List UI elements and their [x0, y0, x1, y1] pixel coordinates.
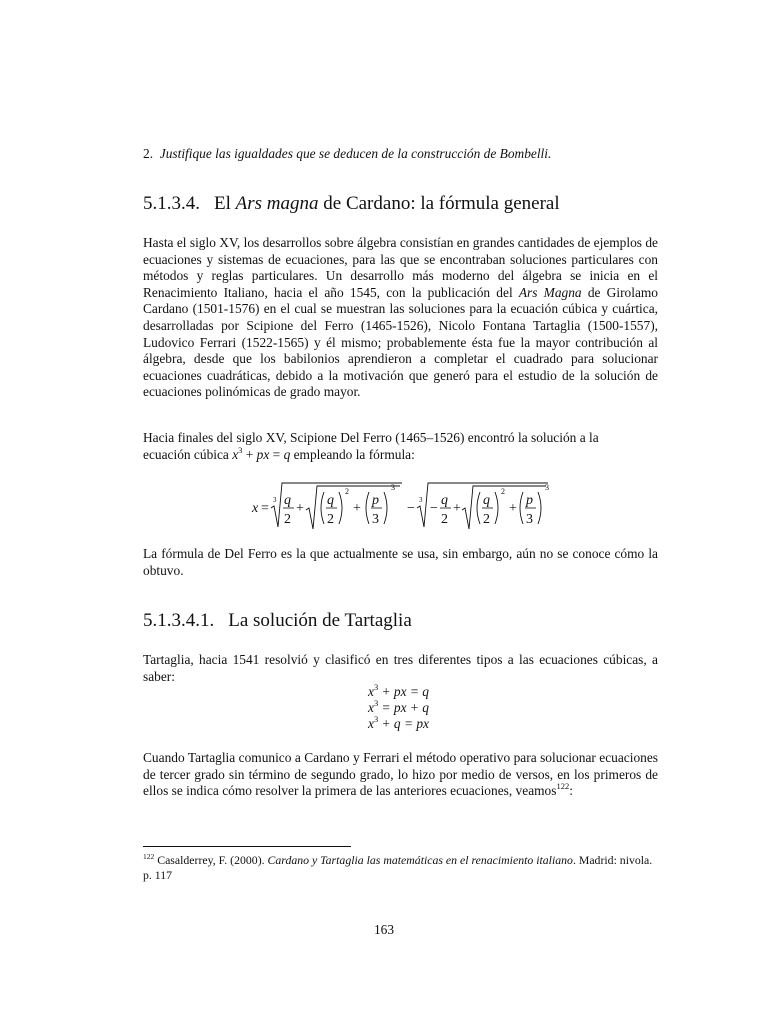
plus-sign: +	[509, 501, 517, 516]
paragraph-text: ecuación cúbica	[143, 446, 233, 462]
section-heading	[143, 193, 560, 215]
formula-equals: =	[261, 501, 269, 516]
section-title-italic: Ars magna	[235, 193, 319, 214]
cardano-formula	[250, 478, 555, 543]
frac-numerator: q	[327, 493, 334, 508]
exponent: 2	[501, 487, 505, 496]
math-rest: + px = q	[378, 684, 429, 699]
frac-numerator: q	[483, 493, 490, 508]
math-var: px	[256, 446, 270, 462]
plus-sign: +	[296, 501, 304, 516]
minus-sign: −	[407, 501, 415, 516]
frac-denominator: 3	[372, 512, 379, 527]
page-number: 163	[373, 922, 395, 937]
equation-line	[368, 716, 429, 731]
frac-numerator: p	[526, 493, 533, 508]
exercise-number: 2.	[143, 146, 154, 161]
exponent: 3	[545, 483, 549, 492]
footnote-number: 122	[143, 852, 155, 861]
section-title: La solución de Tartaglia	[228, 610, 412, 631]
math-exponent: 3	[373, 698, 379, 708]
paragraph-text: de Girolamo Cardano (1501-1576) en el cual se muestran las soluciones para la ecuación cúbica y cuártica, desarrolladas por Scipione del Ferro (1465-1526), Nicolo Fontana Tartaglia (1500-1557), Ludovico Ferrari (1522-1565) y él mismo; probablemente ésta fue la mayor contribución al álgebra, desde que los babilonios aprendieron a completar el cuadrado para solucionar ecuaciones cuadráticas, debido a la motivación que generó para el estudio de la solución de ecuaciones polinómicas de grado mayor.	[143, 284, 658, 400]
paragraph-text: Cuando Tartaglia comunico a Cardano y Ferrari el método operativo para solucionar ecuaciones de tercer grado sin término de segundo grado, lo hizo por medio de versos, en los primeros de ellos se indica cómo resolver la primera de las anteriores ecuaciones, veamos	[143, 750, 658, 799]
paragraph-del-ferro	[143, 430, 658, 463]
footnote-ref: 122	[556, 781, 570, 792]
footnote	[143, 853, 663, 883]
exponent: 2	[345, 487, 349, 496]
frac-denominator: 2	[327, 512, 334, 527]
paragraph-text: :	[569, 783, 573, 799]
section-title-post: de Cardano: la fórmula general	[318, 193, 560, 214]
equation-line	[368, 700, 429, 715]
paragraph-verses	[143, 750, 658, 800]
footnote-text: . Madrid: nivola. p. 117	[143, 853, 653, 882]
paragraph-text: empleando la fórmula:	[290, 446, 415, 462]
math-exponent: 3	[373, 682, 379, 692]
paragraph-tartaglia: Tartaglia, hacia 1541 resolvió y clasificó en tres diferentes tipos a las ecuaciones cúbicas, a saber:	[143, 652, 658, 684]
equation-line	[368, 684, 429, 699]
exponent: 3	[391, 483, 395, 492]
math-exponent: 3	[373, 714, 379, 724]
math-rest: + q = px	[378, 716, 429, 731]
frac-numerator: p	[372, 493, 379, 508]
footnote-text: Casalderrey, F. (2000).	[154, 853, 268, 867]
frac-denominator: 2	[441, 512, 448, 527]
section-number: 5.1.3.4.	[143, 193, 200, 214]
plus-sign: +	[353, 501, 361, 516]
cube-root-index: 3	[419, 496, 423, 504]
minus-sign: −	[430, 501, 438, 516]
frac-denominator: 2	[483, 512, 490, 527]
plus-sign: +	[453, 501, 461, 516]
math-var: x	[232, 446, 239, 462]
paragraph-italic: Ars Magna	[518, 284, 582, 300]
frac-denominator: 3	[526, 512, 533, 527]
exercise-text: Justifique las igualdades que se deducen de la construcción de Bombelli.	[159, 146, 552, 161]
formula-x: x	[252, 501, 259, 516]
exercise-item	[143, 146, 551, 162]
math-var: q	[283, 446, 291, 462]
paragraph-history	[143, 235, 658, 401]
math-rest: = px + q	[378, 700, 429, 715]
paragraph-line	[143, 444, 658, 464]
math-var: x	[368, 716, 374, 731]
frac-denominator: 2	[284, 512, 291, 527]
subsection-heading	[143, 610, 412, 632]
paragraph-text: Hasta el siglo XV, los desarrollos sobre álgebra consistían en grandes cantidades de ejemplos de ecuaciones y sistemas de ecuaciones, para las que se encontraban soluciones particulares con métodos y reglas particulares. Un desarrollo más moderno del álgebra se inicia en el Renacimiento Italiano, hacia el año 1545, con la publicación del	[143, 235, 658, 300]
footnote-title: Cardano y Tartaglia las matemáticas en el renacimiento italiano	[267, 853, 573, 867]
math-var: x	[368, 700, 374, 715]
paragraph-line: Hacia finales del siglo XV, Scipione Del Ferro (1465–1526) encontró la solución a la	[143, 430, 599, 445]
section-title-pre: El	[214, 193, 236, 214]
frac-numerator: q	[441, 493, 448, 508]
section-number: 5.1.3.4.1.	[143, 610, 215, 631]
math-op: =	[269, 446, 284, 462]
paragraph-del-ferro-note: La fórmula de Del Ferro es la que actualmente se usa, sin embargo, aún no se conoce cómo la obtuvo.	[143, 546, 658, 578]
math-op: +	[242, 446, 257, 462]
math-var: x	[368, 684, 374, 699]
formula-svg	[250, 478, 555, 538]
math-exponent: 3	[238, 444, 243, 455]
footnote-rule	[143, 846, 351, 847]
frac-numerator: q	[284, 493, 291, 508]
cube-root-index: 3	[273, 496, 277, 504]
